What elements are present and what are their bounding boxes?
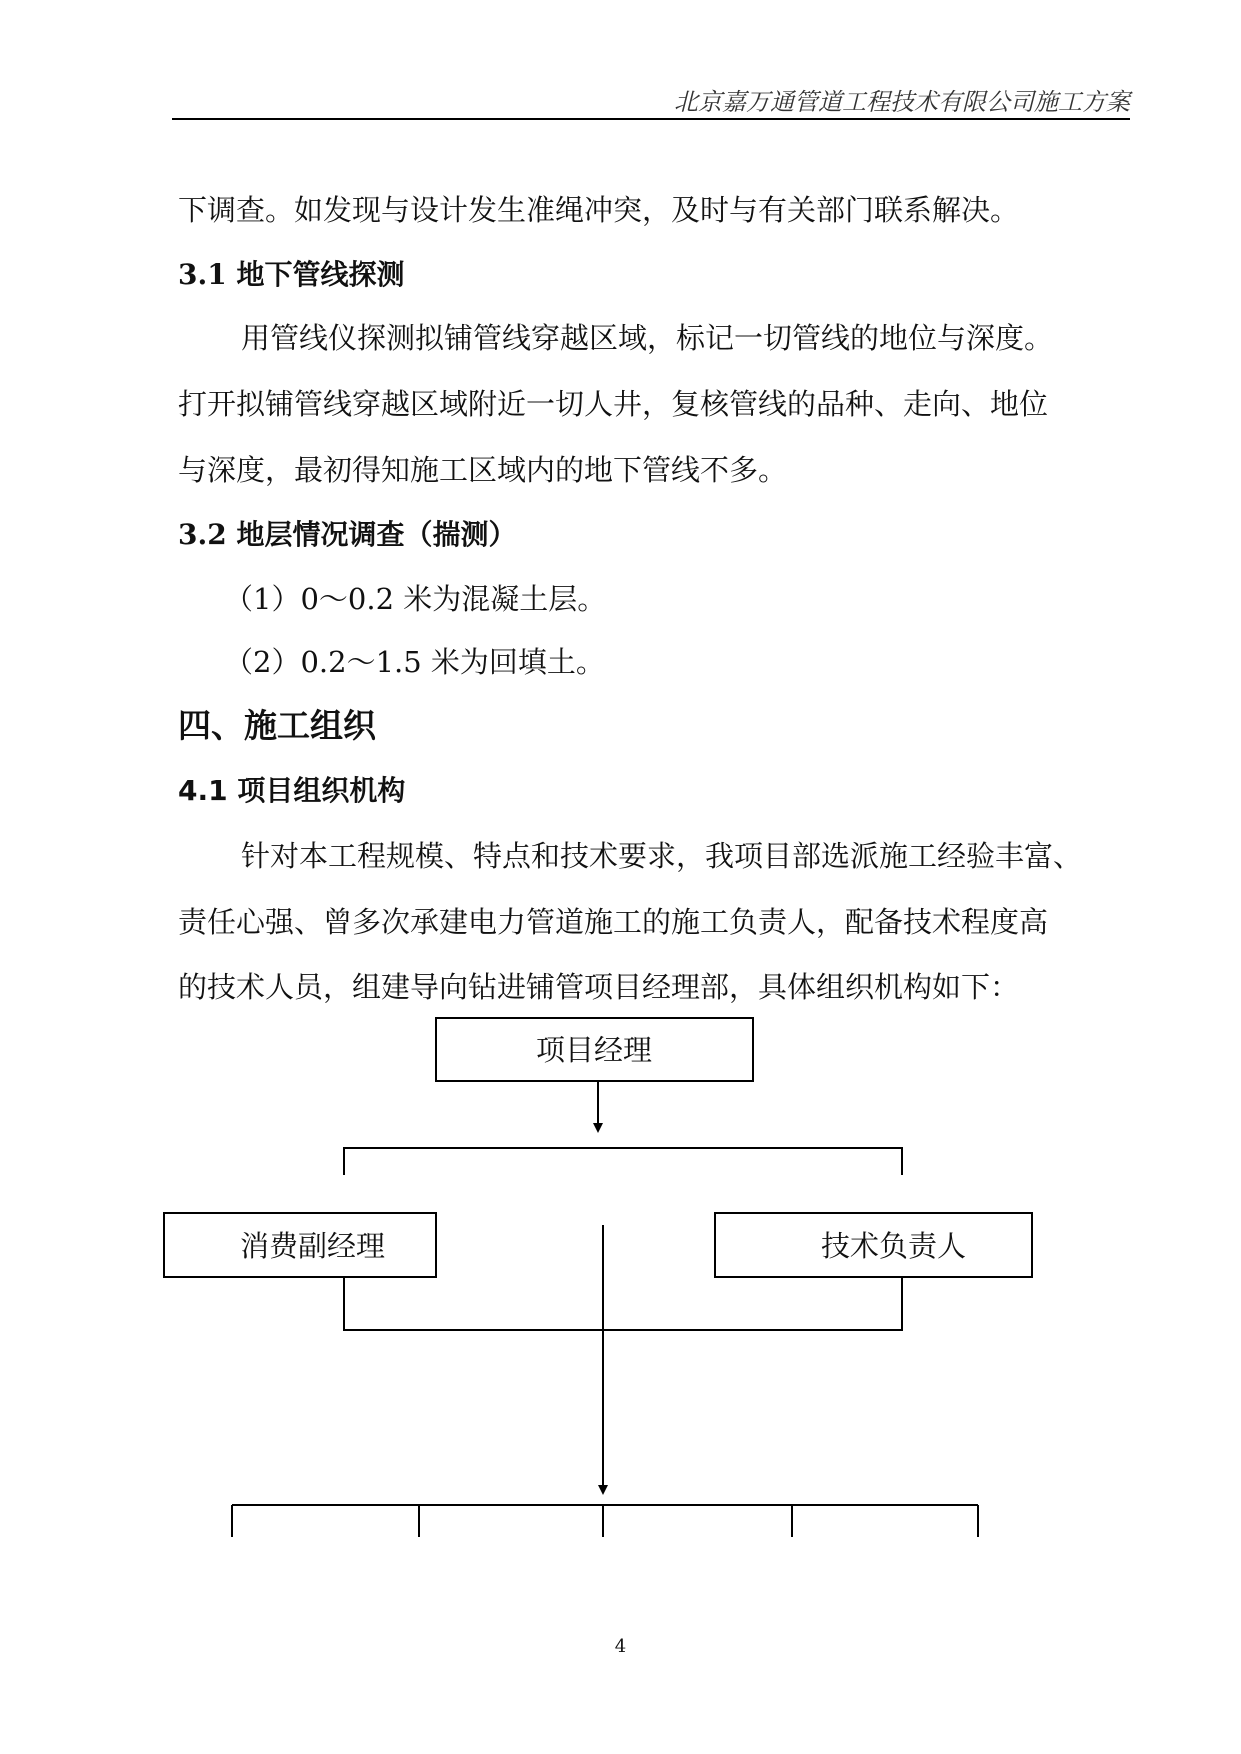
section-heading-3-1: 3.1 地下管线探测 [178, 258, 405, 291]
page-number: 4 [614, 1636, 627, 1657]
org-box-right-label: 技术负责人 [821, 1229, 967, 1263]
org-box-top-label: 项目经理 [535, 1033, 653, 1067]
paragraph-line: 的技术人员，组建导向钻进铺管项目经理部，具体组织机构如下： [178, 970, 1020, 1004]
org-box-left-label: 消费副经理 [240, 1229, 386, 1263]
paragraph-line: 针对本工程规模、特点和技术要求，我项目部选派施工经验丰富、 [241, 839, 1083, 873]
org-bracket-bottom [344, 1277, 902, 1330]
list-item: （2）0.2～1.5 米为回填土。 [224, 645, 605, 679]
paragraph-line: 与深度，最初得知施工区域内的地下管线不多。 [178, 453, 788, 487]
list-item: （1）0～0.2 米为混凝土层。 [224, 582, 607, 616]
chapter-heading-4: 四、施工组织 [178, 706, 376, 745]
paragraph-line: 责任心强、曾多次承建电力管道施工的施工负责人，配备技术程度高 [178, 905, 1049, 939]
paragraph-line: 打开拟铺管线穿越区域附近一切人井，复核管线的品种、走向、地位 [178, 387, 1049, 421]
section-heading-3-2: 3.2 地层情况调查（揣测） [178, 518, 517, 551]
paragraph-line: 用管线仪探测拟铺管线穿越区域，标记一切管线的地位与深度。 [241, 321, 1054, 355]
section-heading-4-1: 4.1 项目组织机构 [178, 774, 406, 807]
page-header-title: 北京嘉万通管道工程技术有限公司施工方案 [674, 88, 1130, 116]
org-bracket-top [344, 1148, 902, 1175]
paragraph-line: 下调查。如发现与设计发生准绳冲突，及时与有关部门联系解决。 [178, 193, 1020, 227]
